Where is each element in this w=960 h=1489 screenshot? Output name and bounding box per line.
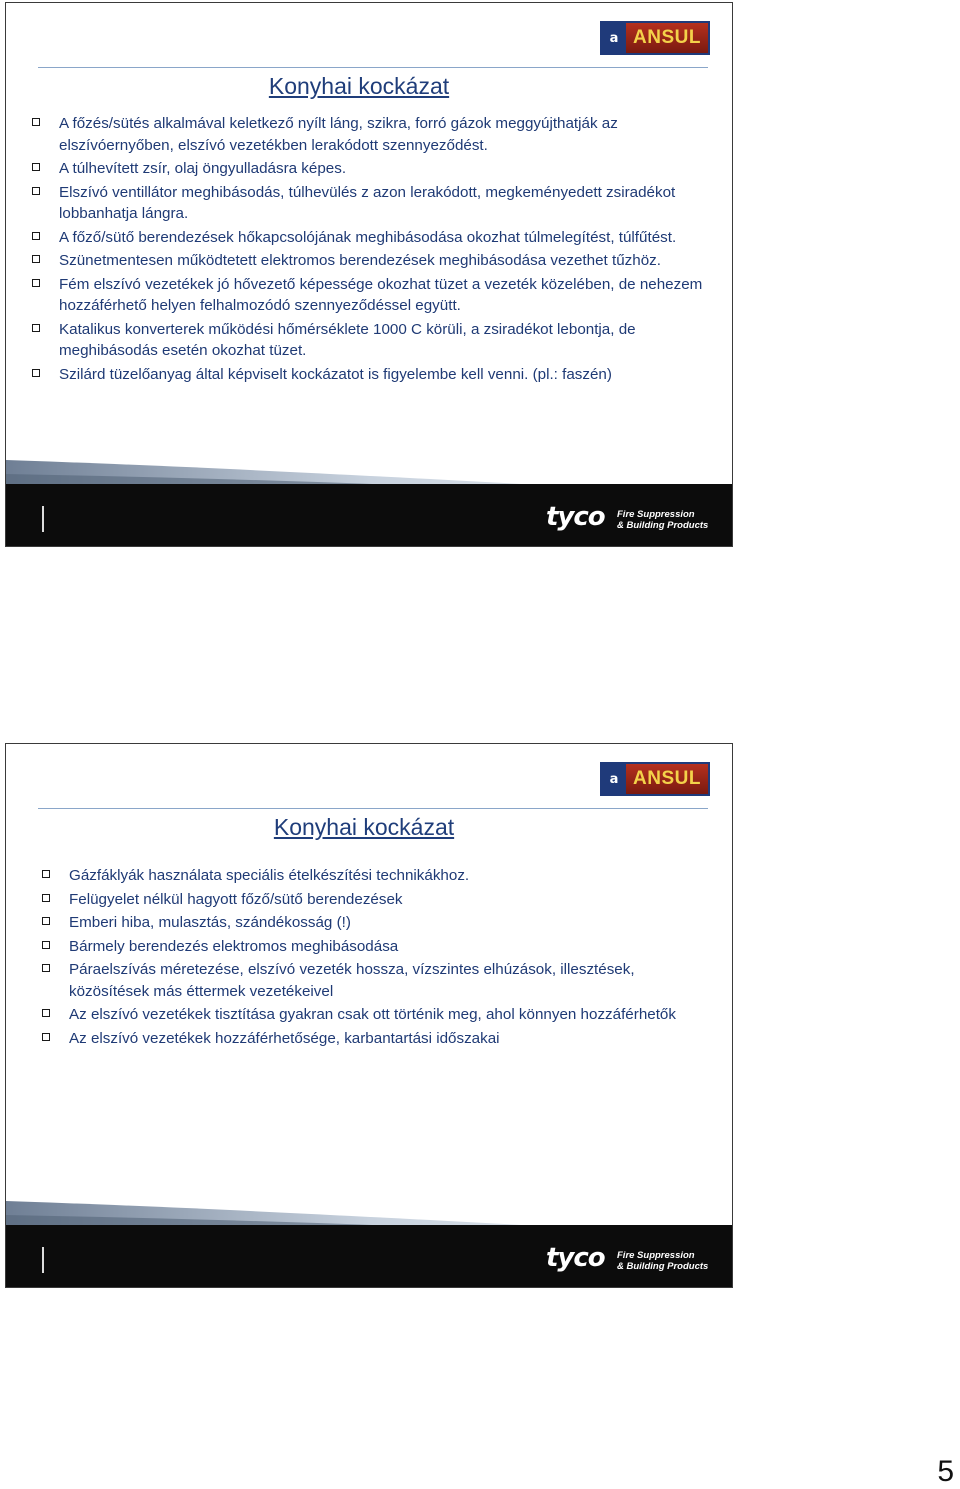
checkbox-bullet-icon xyxy=(32,324,40,332)
slide-2 xyxy=(5,743,733,1288)
checkbox-bullet-icon xyxy=(42,1033,50,1041)
bullet-list xyxy=(28,113,708,387)
slide-footer xyxy=(6,456,732,546)
checkbox-bullet-icon xyxy=(32,163,40,171)
ansul-logo xyxy=(600,762,710,796)
checkbox-bullet-icon xyxy=(42,1009,50,1017)
list-item: Emberi hiba, mulasztás, szándékosság (!) xyxy=(38,912,718,934)
ansul-logo xyxy=(600,21,710,55)
footer-marker xyxy=(42,506,44,532)
list-item: A túlhevített zsír, olaj öngyulladásra képes. xyxy=(28,158,708,180)
checkbox-bullet-icon xyxy=(42,870,50,878)
checkbox-bullet-icon xyxy=(32,118,40,126)
ansul-logo-mark: a xyxy=(602,764,626,794)
list-item: Az elszívó vezetékek hozzáférhetősége, karbantartási időszakai xyxy=(38,1028,718,1050)
checkbox-bullet-icon xyxy=(32,187,40,195)
checkbox-bullet-icon xyxy=(32,232,40,240)
header-divider xyxy=(38,808,708,809)
checkbox-bullet-icon xyxy=(42,917,50,925)
checkbox-bullet-icon xyxy=(32,369,40,377)
header-divider xyxy=(38,67,708,68)
footer-marker xyxy=(42,1247,44,1273)
tyco-logo: tyco xyxy=(546,502,605,532)
slide-title: Konyhai kockázat xyxy=(273,814,455,840)
checkbox-bullet-icon xyxy=(42,964,50,972)
checkbox-bullet-icon xyxy=(32,255,40,263)
list-item: Fém elszívó vezetékek jó hővezető képessége okozhat tüzet a vezeték közelében, de nehezem hozzáférhető helyen felhalmozódó szennyeződéssel együtt. xyxy=(28,274,708,317)
list-item: Elszívó ventillátor meghibásodás, túlhevülés z azon lerakódott, megkeményedett zsiradékot lobbanhatja lángra. xyxy=(28,182,708,225)
slide-footer xyxy=(6,1197,732,1287)
checkbox-bullet-icon xyxy=(42,941,50,949)
slide-1 xyxy=(5,2,733,547)
bullet-list xyxy=(38,865,718,1051)
tyco-tagline: Fire Suppression & Building Products xyxy=(617,1250,709,1272)
list-item: Felügyelet nélkül hagyott főző/sütő berendezések xyxy=(38,889,718,911)
page-number: 5 xyxy=(937,1455,954,1488)
list-item: Bármely berendezés elektromos meghibásodása xyxy=(38,936,718,958)
list-item: Szilárd tüzelőanyag által képviselt kockázatot is figyelembe kell venni. (pl.: faszén) xyxy=(28,364,708,386)
ansul-logo-text: ANSUL xyxy=(633,27,701,48)
list-item: Páraelszívás méretezése, elszívó vezeték hossza, vízszintes elhúzások, illesztések, közösítések más éttermek vezetékeivel xyxy=(38,959,718,1002)
slide-title: Konyhai kockázat xyxy=(268,73,450,99)
list-item: Katalikus konverterek működési hőmérséklete 1000 C körüli, a zsiradékot lebontja, de meghibásodás esetén okozhat tüzet. xyxy=(28,319,708,362)
list-item: Gázfáklyák használata speciális ételkészítési technikákhoz. xyxy=(38,865,718,887)
list-item: Szünetmentesen működtetett elektromos berendezések meghibásodása vezethet tűzhöz. xyxy=(28,250,708,272)
tyco-tagline: Fire Suppression & Building Products xyxy=(617,509,709,531)
ansul-logo-mark: a xyxy=(602,23,626,53)
list-item: A főző/sütő berendezések hőkapcsolójának meghibásodása okozhat túlmelegítést, túlfűtést. xyxy=(28,227,708,249)
ansul-logo-text: ANSUL xyxy=(633,768,701,789)
checkbox-bullet-icon xyxy=(32,279,40,287)
tyco-logo: tyco xyxy=(546,1243,605,1273)
list-item: Az elszívó vezetékek tisztítása gyakran csak ott történik meg, ahol könnyen hozzáférhetők xyxy=(38,1004,718,1026)
list-item: A főzés/sütés alkalmával keletkező nyílt láng, szikra, forró gázok meggyújthatják az elszívóernyőben, elszívó vezetékben lerakódott szennyeződést. xyxy=(28,113,708,156)
checkbox-bullet-icon xyxy=(42,894,50,902)
